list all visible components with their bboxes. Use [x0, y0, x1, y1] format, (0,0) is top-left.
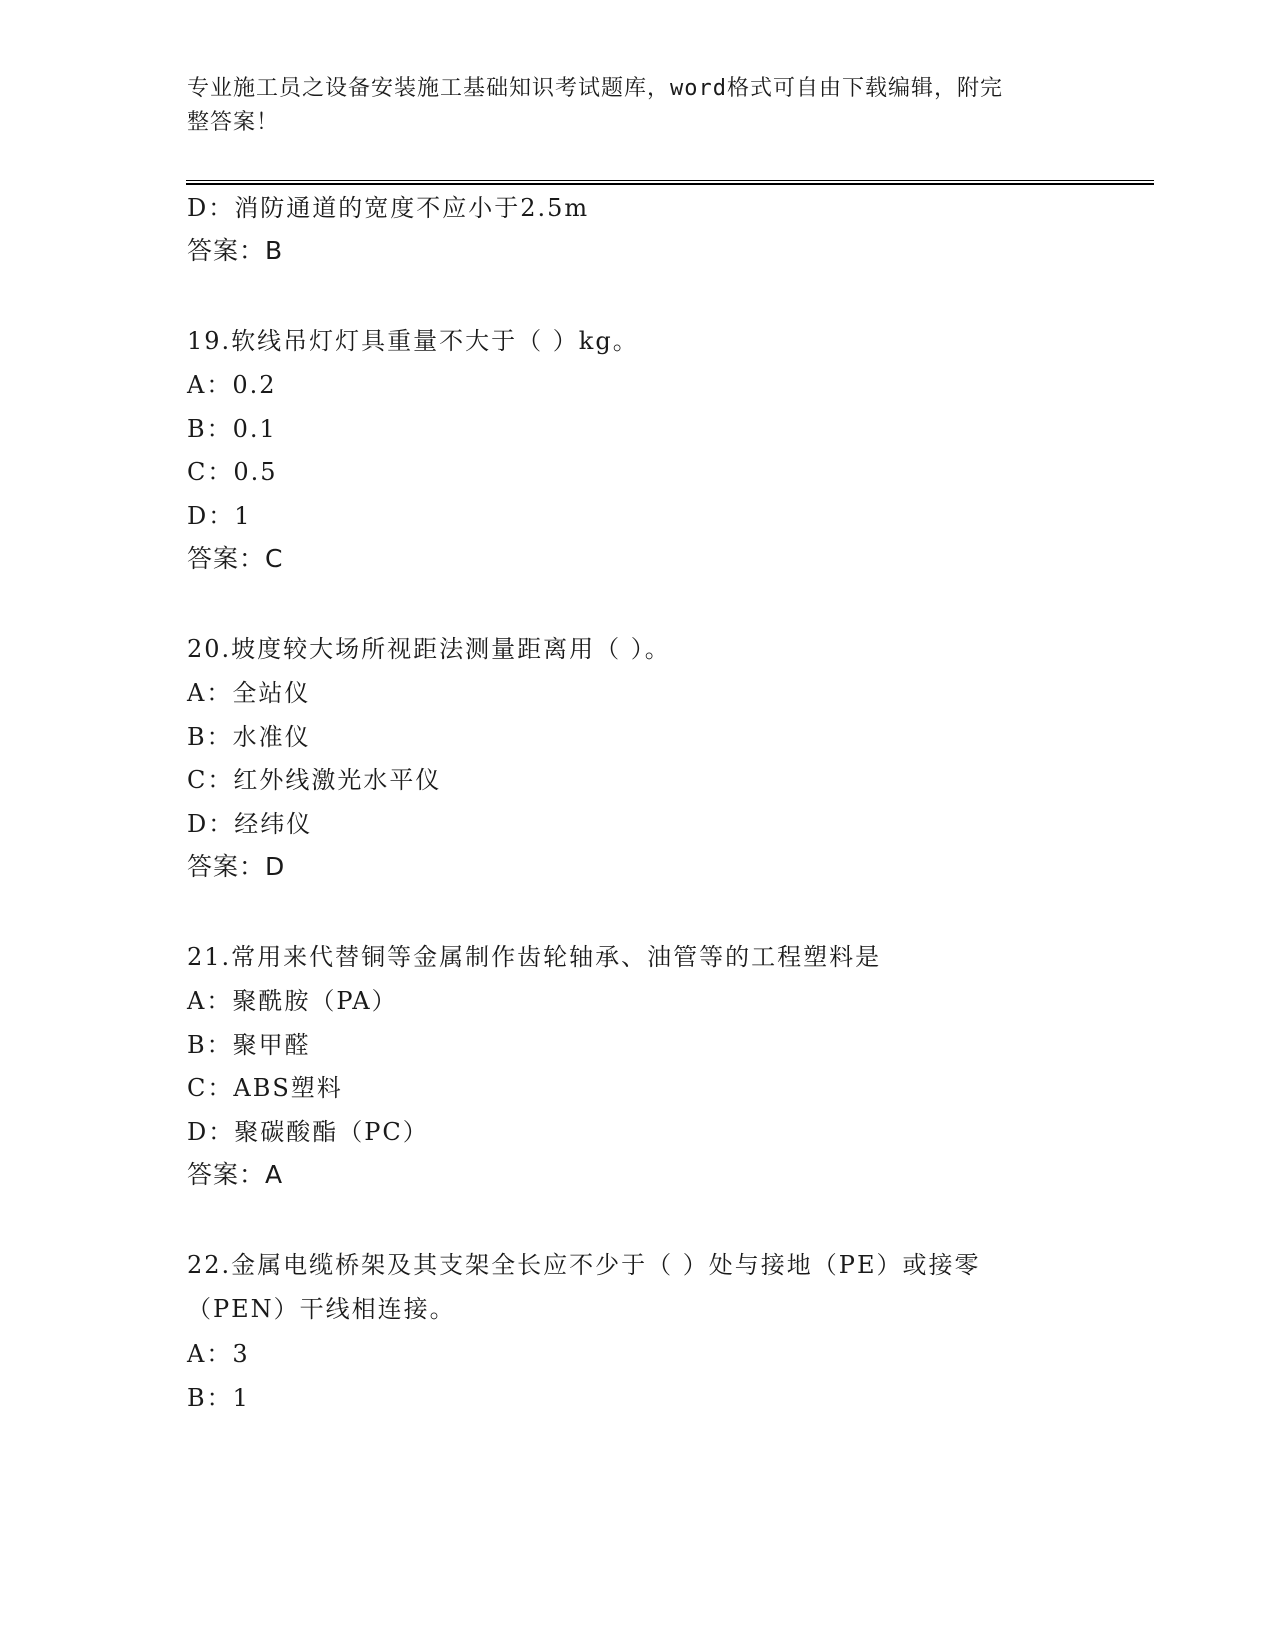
q22-question-line-2: （PEN）干线相连接。: [187, 1295, 456, 1323]
q20-option-c: C：红外线激光水平仪: [187, 766, 442, 794]
q18-option-d: D：消防通道的宽度不应小于2.5m: [187, 194, 590, 222]
q20-option-d: D：经纬仪: [187, 810, 313, 838]
q19-option-b: B：0.1: [187, 415, 277, 443]
q21-question: 21.常用来代替铜等金属制作齿轮轴承、油管等的工程塑料是: [187, 943, 882, 971]
q21-option-a: A：聚酰胺（PA）: [187, 987, 398, 1015]
q22-option-b: B：1: [187, 1384, 250, 1412]
q19-option-a: A：0.2: [187, 371, 277, 399]
q19-option-c: C：0.5: [187, 458, 278, 486]
q20-option-a: A：全站仪: [187, 679, 311, 707]
page-header: [187, 72, 1067, 140]
q19-answer: 答案：C: [187, 544, 284, 573]
q21-option-b: B：聚甲醛: [187, 1031, 311, 1059]
header-divider-thick: [186, 183, 1154, 185]
q20-answer: 答案：D: [187, 852, 286, 881]
q20-question: 20.坡度较大场所视距法测量距离用（ ）。: [187, 635, 671, 663]
q20-option-b: B：水准仪: [187, 723, 311, 751]
q19-question: 19.软线吊灯灯具重量不大于（ ）kg。: [187, 327, 639, 355]
q22-question-line-1: 22.金属电缆桥架及其支架全长应不少于（ ）处与接地（PE）或接零: [187, 1251, 981, 1279]
q21-answer: 答案：A: [187, 1160, 284, 1189]
q21-option-d: D：聚碳酸酯（PC）: [187, 1118, 429, 1146]
header-title-line-1: 专业施工员之设备安装施工基础知识考试题库，word格式可自由下载编辑，附完: [187, 76, 1003, 101]
q19-option-d: D：1: [187, 502, 252, 530]
header-divider-thin: [186, 180, 1154, 181]
q21-option-c: C：ABS塑料: [187, 1074, 343, 1102]
q18-answer: 答案：B: [187, 236, 284, 265]
header-title-line-2: 整答案！: [187, 110, 280, 135]
q22-option-a: A：3: [187, 1340, 250, 1368]
